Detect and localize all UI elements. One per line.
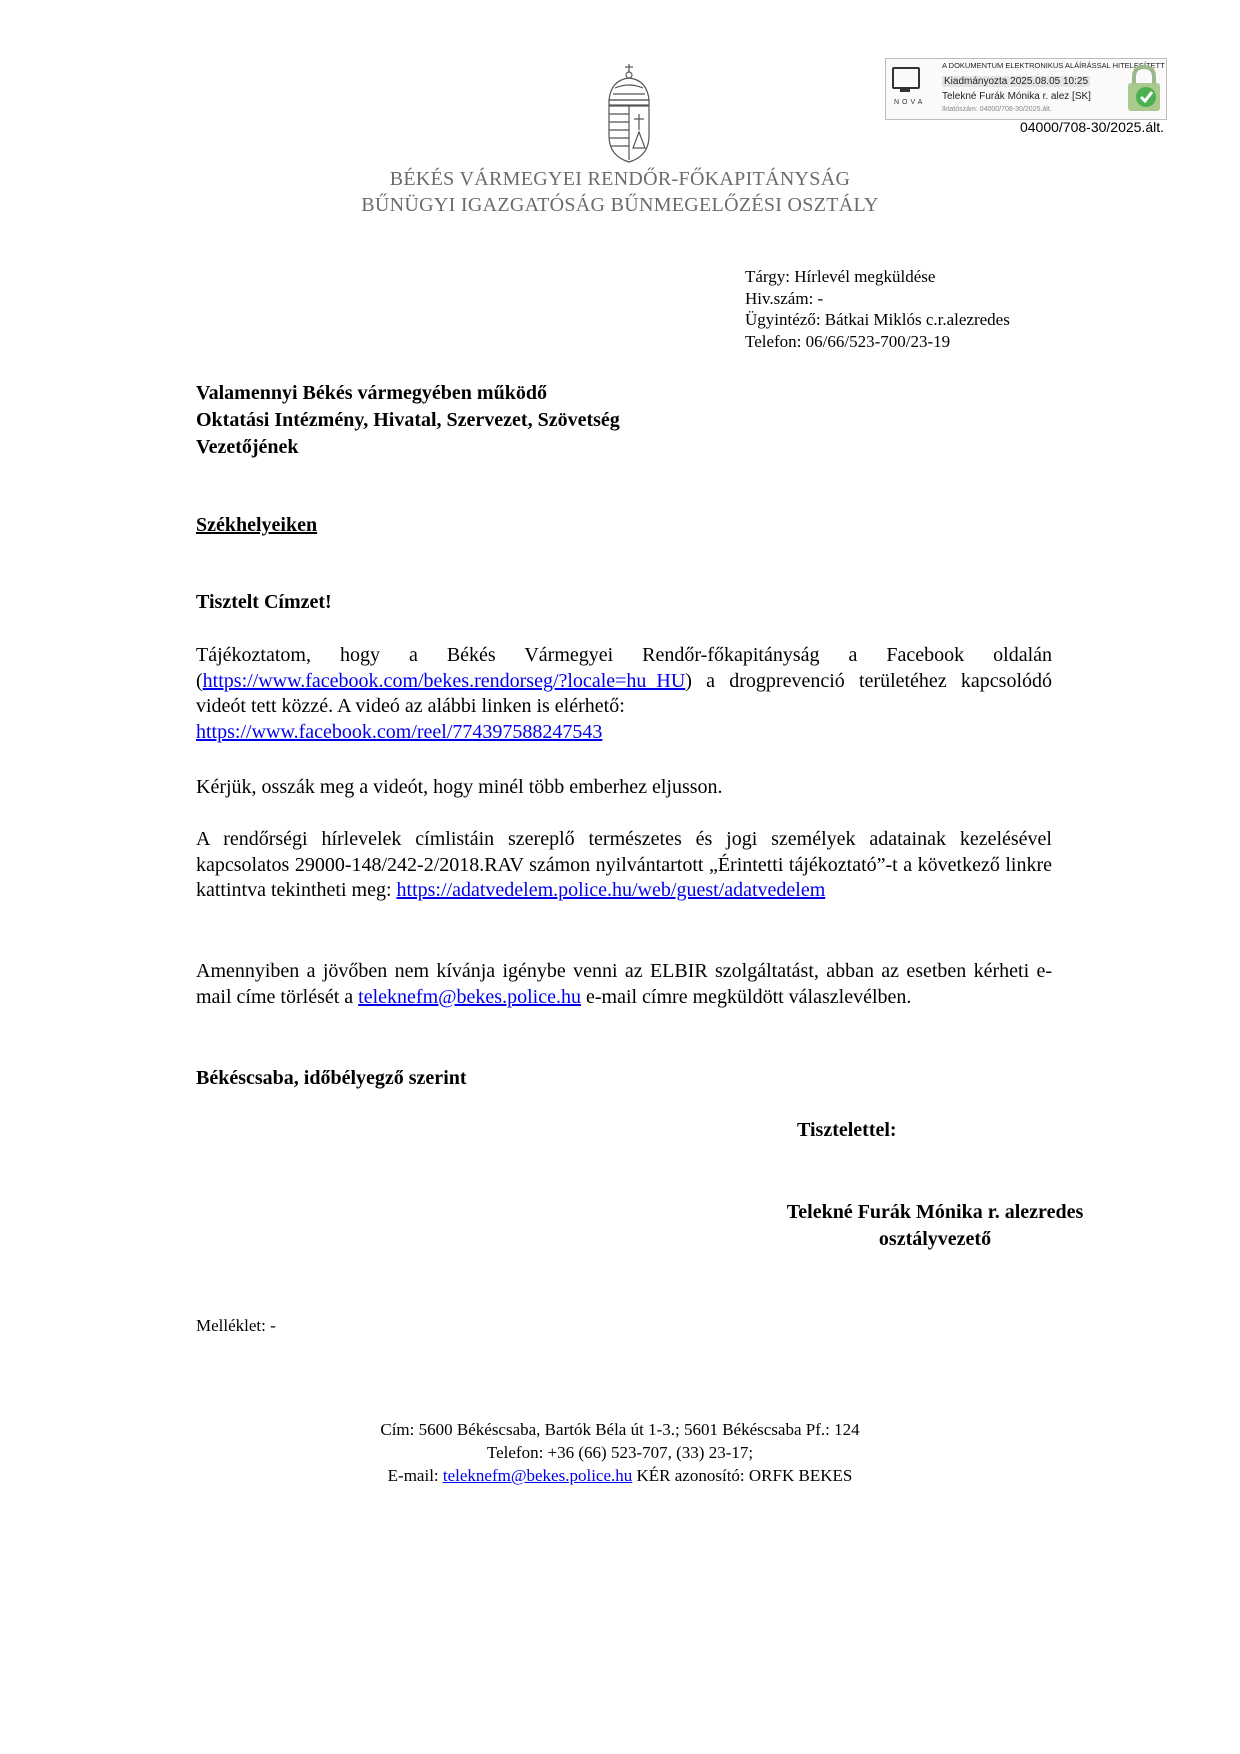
attachment-line: Melléklet: - <box>196 1316 276 1335</box>
stamp-line-3: Telekné Furák Mónika r. alez [SK] <box>942 91 1091 102</box>
unsubscribe-email-link[interactable]: teleknefm@bekes.police.hu <box>358 985 581 1008</box>
footer-phone: Telefon: +36 (66) 523-707, (33) 23-17; <box>486 1443 754 1462</box>
footer-address: Cím: 5600 Békéscsaba, Bartók Béla út 1-3.; 5601 Békéscsaba Pf.: 124 <box>380 1420 860 1439</box>
place-date: Békéscsaba, időbélyegző szerint <box>196 1067 467 1089</box>
facebook-page-link[interactable]: https://www.facebook.com/bekes.rendorseg/?locale=hu_HU <box>202 669 686 692</box>
addressee-line-2: Oktatási Intézmény, Hivatal, Szervezet, Szövetség <box>196 409 620 431</box>
signature-block <box>640 1199 1230 1253</box>
stamp-logo-text: NOVA <box>894 99 926 106</box>
stamp-line-4: Iktatószám: 04000/708-30/2025.ált. <box>942 106 1052 113</box>
registration-number: 04000/708-30/2025.ált. <box>1019 119 1164 135</box>
stamp-line-1: A DOKUMENTUM ELEKTRONIKUS ALÁÍRÁSSAL HITELESÍTETT <box>942 61 1165 70</box>
addressee-line-1: Valamennyi Békés vármegyében működő <box>196 382 547 404</box>
reference-line: Hiv.szám: - <box>745 288 824 308</box>
stamp-line-2: Kiadmányozta 2025.08.05 10:25 <box>944 76 1088 87</box>
seat-heading: Székhelyeiken <box>196 514 318 536</box>
closing: Tisztelettel: <box>797 1119 897 1141</box>
org-name-line-2: BŰNÜGYI IGAZGATÓSÁG BŰNMEGELŐZÉSI OSZTÁLY <box>361 194 879 216</box>
org-name-line-1: BÉKÉS VÁRMEGYEI RENDŐR-FŐKAPITÁNYSÁG <box>389 168 851 190</box>
paragraph-3: A rendőrségi hírlevelek címlistáin szereplő természetes és jogi személyek adatainak kezelésével kapcsolatos 29000-148/242-2/2018.RAV számon nyilvántartott „Érintetti tájékoztató”-t a következő linkre kattintva tekintheti meg: https://adatvedelem.police.hu/web/guest/adatvedelem <box>196 828 1052 901</box>
monitor-icon <box>892 67 920 89</box>
signer-title: osztályvezető <box>878 1228 992 1250</box>
signer-name: Telekné Furák Mónika r. alezredes <box>786 1201 1084 1223</box>
addressee <box>196 380 620 461</box>
data-protection-link[interactable]: https://adatvedelem.police.hu/web/guest/adatvedelem <box>396 879 826 901</box>
handler-line: Ügyintéző: Bátkai Miklós c.r.alezredes <box>745 310 1010 329</box>
footer <box>0 1418 1240 1487</box>
letter-meta <box>745 266 1010 352</box>
addressee-line-3: Vezetőjének <box>196 436 299 458</box>
phone-line: Telefon: 06/66/523-700/23-19 <box>745 331 951 351</box>
subject-line: Tárgy: Hírlevél megküldése <box>745 267 936 286</box>
lock-check-icon <box>1122 63 1162 113</box>
salutation: Tisztelt Címzet! <box>196 591 332 613</box>
paragraph-4: Amennyiben a jövőben nem kívánja igénybe venni az ELBIR szolgáltatást, abban az esetben kérheti e-mail címe törlését a teleknefm@bekes.police.hu e-mail címre megküldött válaszlevélben. <box>196 960 1052 1008</box>
footer-email-link[interactable]: teleknefm@bekes.police.hu <box>442 1466 633 1485</box>
facebook-reel-link[interactable]: https://www.facebook.com/reel/774397588247543 <box>196 720 603 743</box>
paragraph-2: Kérjük, osszák meg a videót, hogy minél több emberhez eljusson. <box>196 776 723 798</box>
footer-email-line: E-mail: teleknefm@bekes.police.hu KÉR azonosító: ORFK BEKES <box>387 1466 853 1485</box>
e-signature-stamp <box>885 58 1167 120</box>
paragraph-1: Tájékoztatom, hogy a Békés Vármegyei Rendőr-főkapitányság a Facebook oldalán (https://www.facebook.com/bekes.rendorseg/?locale=hu_HU) a drogprevenció területéhez kapcsolódó videót tett közzé. A videó az alábbi linken is elérhető: https://www.facebook.com/reel/774397588247543 <box>196 644 1052 743</box>
coat-of-arms-icon <box>603 62 655 164</box>
